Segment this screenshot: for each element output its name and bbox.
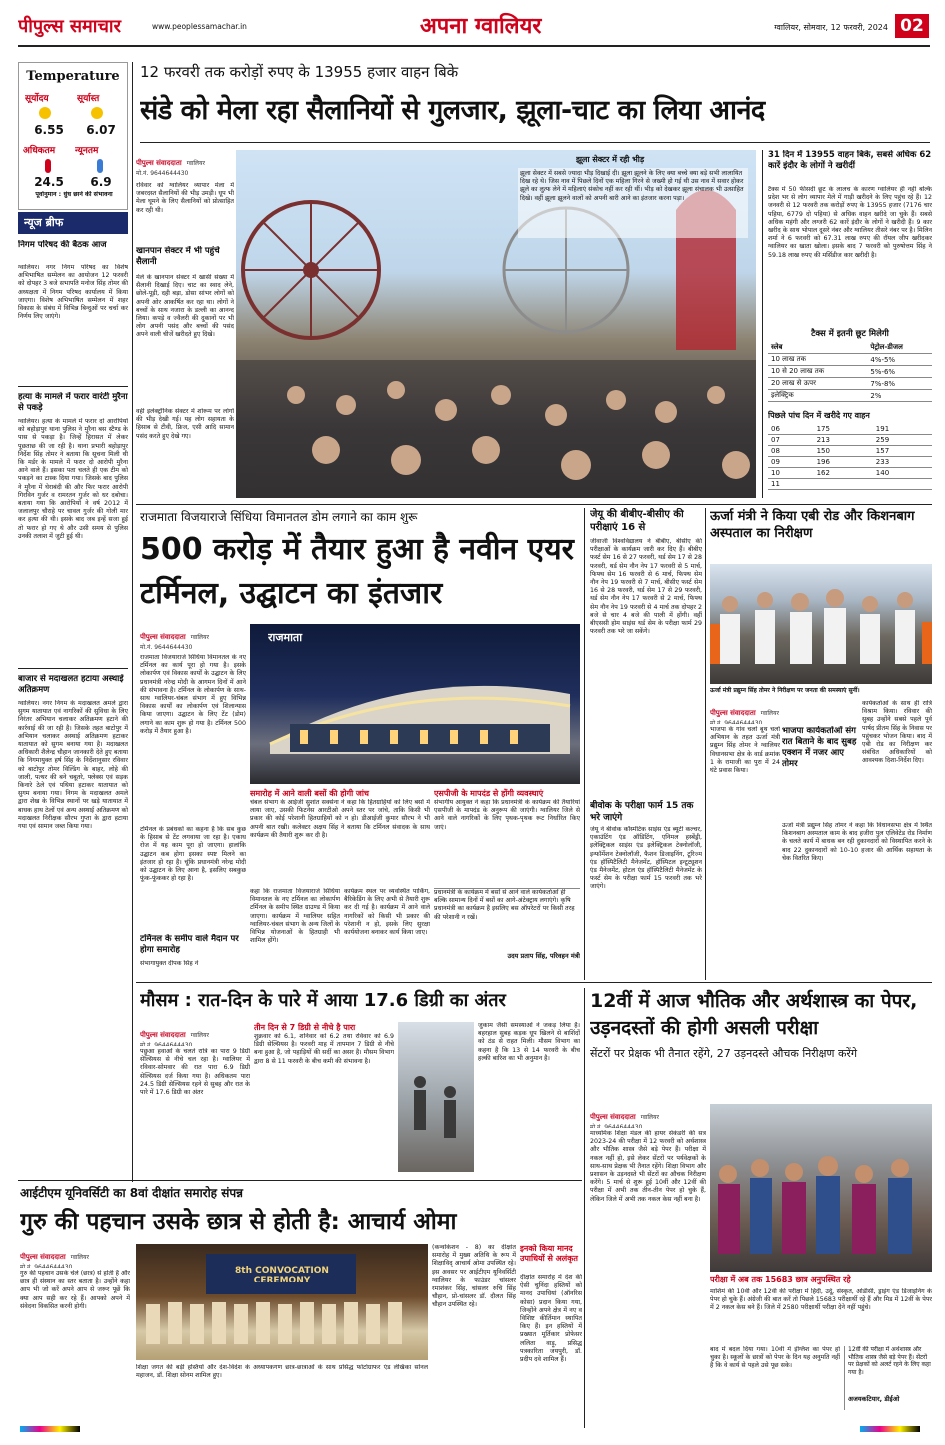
brief-head: हत्या के मामले में फरार वारंटी मुरैना से पकड़े — [18, 392, 128, 413]
table-cell: 5%-6% — [867, 366, 932, 378]
people-icon — [710, 564, 932, 684]
paper-name: पीपुल्स समाचार — [18, 16, 121, 37]
table-row — [768, 435, 932, 446]
airport-col3: कार्यक्रम स्थल पर व्यवस्थित पार्किंग, बैरिकेडिंग के लिए अभी से तैयारी शुरू कर दी गई है। कार्यक्रम में आने वाले नागरिकों को किसी भी प्रकार की परेशानी न हो, इसके लिए सुरक्षा कार्ययोजना बनाकर कार्य किया जाए। — [344, 888, 430, 937]
itm-photo — [136, 1244, 428, 1360]
airport-subhead-byline: संभागायुक्त दीपक सिंह ने — [140, 960, 199, 967]
table-cell: 150 — [814, 446, 873, 457]
table-row — [768, 354, 932, 366]
itm-col4: शिक्षा जगत की बड़ी हस्तियों और देश-विदेश के अध्यापकगण छात्र-छात्राओं के साथ प्रसिद्ध फोटोग्राफर एंड लेखिका सोनल महाजन, डॉ. शिक्षा सोनम शामिल हुए। — [136, 1364, 428, 1380]
lead-para-2: मेले के खानपान सेक्टर में खासी संख्या में सैलानी दिखाई दिए। चाट का स्वाद लेने, छोले-पूड़ी, दही बड़ा, डोसा सांभर लोगों को अपनी ओर आकर्षित कर रहा था। लोगों ने बच्चों के साथ नजारा के डल्ली का आनन्द लिया। कपड़े व ज्वैलरी की दुकानों पर भी लोग अपनी पसंद और बच्चों की पसंद अपने वाली चीजें खरीदते हुए दिखे। — [136, 274, 234, 339]
weather-box-title: तीन दिन से 7 डिग्री से नीचे है पारा — [254, 1023, 356, 1032]
terminal-sign: राजमाता — [268, 631, 303, 644]
vehicles-headline: 31 दिन में 13955 वाहन बिके, सबसे अधिक 62 कारें इंदौर के लोगों ने खरीदीं — [768, 150, 932, 171]
board-photo-title: परीक्षा में अब तक 15683 छात्र अनुपस्थित रहे — [710, 1275, 851, 1284]
byline: पीपुल्स संवाददाता — [710, 709, 756, 717]
bus-box — [250, 788, 430, 884]
byline: पीपुल्स संवाददाता — [590, 1113, 636, 1121]
convocation-banner: 8th CONVOCATION CEREMONY — [235, 1266, 329, 1282]
board-col2: बाद में बदल दिया गया। 10वीं में इंग्लिश का पेपर हो चुका है। स्कूलों के छात्रों को पेपर के दिन यह अनुमति नहीं है कि वे कार्य से पहले उसे पूछ सके। — [710, 1346, 840, 1370]
spg-body: संभागीय आयुक्त ने कहा कि प्रधानमंत्री के कार्यक्रम की तैयारियां एसपीजी के मापदंड के अनुरूप की जाएंगी। ग्वालियर जिले से आने वाले नागरिकों के लिए पृथक-पृथक रूट निर्धारित किए जाएं। — [434, 799, 580, 831]
airport-byline — [140, 624, 250, 650]
table-row — [768, 457, 932, 468]
lead-para-3: वहीं इलेक्ट्रॉनिक सेक्टर में शोरूम पर लोगों की भीड़ देखी गई। यह लोग सहायता के हिसाब से टीवी, फ्रिज, एसी आदि सामान पसंद करते हुए देखे गए। — [136, 408, 234, 440]
table-cell: 09 — [768, 457, 814, 468]
temperature-box — [18, 62, 128, 210]
brief-body: ग्वालियर। हत्या के मामले में फरार दो आरोपियों को बहोड़ापुर थाना पुलिस ने मुरैना बस स्टैण्ड के पास से पकड़ा है। जिन्हें हिरासत में लेकर पूछताछ की जा रही है। थाना प्रभारी बहोड़ापुर निर्देश सिंह तोमर ने बताया कि सूचना मिली थी कि मर्डर के मामले में फरार दो आरोपी मुरैना आने वाले हैं। इसका पता चलते ही एक टीम को पकड़ने का टास्क दिया गया। जिसके बाद पुलिस ने मुरैना में घेराबंदी की और फिर फरार आरोपी गिरविन गुर्जर व रामरतन गुर्जर को धर दबोचा। बताया गया कि आरोपियों ने वर्ष 2012 में जलालपुर चौराहे पर चावल गुर्जर की गोली मार कर हत्या की थी। इसके बाद जब इन्हें सजा हुई तो फरार हो गए थे और उसी समय से पुलिस उनकी तलाश में जुटी हुई थी। — [18, 418, 128, 540]
column-rule — [705, 508, 706, 980]
lead-para-1: रविवार को ग्वालियर व्यापार मेला में जबरदस्त सैलानियों की भीड़ उमड़ी। धूप भी मेला घूमने के लिए सैलानियों को प्रोत्साहित कर रही थी। — [136, 182, 234, 214]
lead-byline-block — [136, 150, 236, 178]
table-row — [768, 424, 932, 435]
exams-subhead: बीवोक के परीक्षा फार्म 15 तक भरे जाएंगे — [590, 801, 694, 823]
byline: पीपुल्स संवाददाता — [136, 159, 182, 167]
byline-city: ग्वालियर — [190, 634, 209, 641]
vehicles-body: टैक्स में 50 फीसदी छूट के लालच के कारण ग्वालियर ही नहीं बल्कि प्रदेश भर से लोग व्यापार मेले में गाड़ी खरीदने के लिए पहुंच रहे हैं। 12 जनवरी से 12 फरवरी तक करोड़ों रुपए के 13955 हजार (7176 चार पहिया, 6779 दो पहिया) से अधिक वाहन खरीदे जा चुके हैं। सबसे अधिक महंगी और लग्जरी 62 कारें इंदौर के लोगों ने खरीदी हैं। 9 कार खरीद के साथ भोपाल दूसरे नंबर और ग्वालियर तीसरे नंबर पर है। मिलिन शर्मा ने 6 फरवरी को 67.31 लाख रुपए की रॉयल जीप खरीदकर ग्वालियर का खाता खोला। इसके बाद 7 फरवरी को पुरुषोत्तम सिंह ने 59.18 लाख रुपए की मर्सिडीज कार खरीदी है। — [768, 186, 932, 259]
divider — [140, 142, 930, 143]
sales-table — [768, 424, 932, 490]
column-rule — [584, 508, 585, 980]
section-title: अपना ग्वालियर — [420, 14, 542, 39]
table-cell: 20 लाख से ऊपर — [768, 378, 867, 390]
airport-headline: 500 करोड़ में तैयार हुआ है नवीन एयर टर्मिनल, उद्घाटन का इंतजार — [140, 532, 574, 611]
table-cell: 196 — [814, 457, 873, 468]
itm-byline — [20, 1244, 130, 1268]
walkers-icon — [398, 1022, 474, 1172]
max-label: अधिकतम — [23, 146, 56, 155]
table-header: पेट्रोल-डीजल — [867, 342, 932, 354]
table-cell — [814, 479, 873, 490]
table-row — [768, 468, 932, 479]
exams-col — [590, 508, 702, 978]
divider — [18, 386, 128, 387]
table-cell: 157 — [873, 446, 932, 457]
brief-item-1 — [18, 240, 128, 382]
news-brief-header — [18, 212, 128, 234]
brief-body: ग्वालियर। नगर निगम के मदाखलत अमले द्वारा सुगम यातायात एवं नागरिकों की सुविधा के लिए निरंतर अभियान चलाकर अतिक्रमण हटाने की कार्रवाई की जा रही है। जिसके तहत बाटोपुर में अभियान चलाकर अस्थाई अतिक्रमण हटाकर यातायात को सुगम बनाया गया है। मदाखलत अधिकारी शैलेन्द्र चौहान जानकारी देते हुए बताया कि निगमायुक्त हर्ष सिंह के निर्देशानुसार रविवार को बाटोपुर तोमर विल्डिंग के बाहर, लोहे की जाली, पत्थर की बने चबूतरे, फ्लेक्स एवं सड़क किनारे ठेले एवं पथिया हटाकर यातायात को सुगम बनाया गया। निगम के मदाखलत अमले द्वारा शेख के विभिन्न स्थानों पर खड़े यातायात में बाधक हाथ ठेलों एवं अन्य अस्थाई अतिक्रमण को मदाखलत निरीक्षक सौरभ गुप्ता के द्वारा हटाया गया एवं सामान जब्त किया गया। — [18, 700, 128, 831]
table-cell: 162 — [814, 468, 873, 479]
itm-col3-block — [520, 1244, 582, 1410]
spg-title: एसपीजी के मापदंड से होंगी व्यवस्थाएं — [434, 789, 544, 798]
minister-photo-caption: ऊर्जा मंत्री प्रद्युम्न सिंह तोमर ने निरीक्षण पर जनता की समस्याएं सुनीं। — [710, 687, 860, 694]
pm-note — [434, 888, 580, 974]
sunrise-label: सूर्योदय — [25, 94, 49, 103]
column-rule — [132, 62, 133, 1182]
table-header: स्लेब — [768, 342, 867, 354]
itm-col3-body: दीक्षांत समारोह में देश की ऐसी चुनिंदा हस्तियों को मानद उपाधियां (ऑनरिस कोसा) प्रदान किया गया, जिन्होंने अपने क्षेत्र में नए व विशिष्ट कीर्तिमान स्थापित किए हैं। इन हस्तियों में प्रख्यात मूर्तिकार प्रोफेसर ललिता वाड़ू, प्रसिद्ध पत्रकारिता जयपुरी, डॉ. प्रदीप दवे शामिल हैं। — [520, 1274, 582, 1364]
table-cell: 259 — [873, 435, 932, 446]
itm-kicker: आईटीएम यूनिवर्सिटी का 8वां दीक्षांत समारोह संपन्न — [20, 1186, 244, 1200]
table-cell: 10 — [768, 468, 814, 479]
table-row — [768, 479, 932, 490]
website: www.peoplessamachar.in — [152, 22, 247, 31]
divider — [18, 1180, 582, 1181]
airport-kicker: राजमाता विजयाराजे सिंधिया विमानतल डोम लगाने का काम शुरू — [140, 510, 418, 524]
board-photo-body: माशिमं की 10वीं और 12वीं की परीक्षा में हिंदी, उर्दू, संस्कृत, ओडीसी, ड्राइंग एंड डिजाइनिंग के पेपर हो चुके हैं। अंग्रेजी की बात करें तो पिछले 15683 परीक्षार्थी रहे हैं और मिड में 12वीं के पेपर में 2 नकल केस बने हैं। जिले में 2580 परीक्षार्थी परीक्षा देने नहीं पहुंचे। — [710, 1288, 932, 1312]
weather-byline — [140, 1022, 250, 1046]
byline-city: ग्वालियर — [760, 710, 779, 717]
byline-city: ग्वालियर — [190, 1032, 209, 1039]
sun-icon — [39, 107, 51, 119]
column-rule — [762, 150, 763, 498]
bus-body: चंबल संभाग के आईजी सुशांत सक्सेना ने कहा कि हितग्राहियों को लिए बसों में लाया जाए, उसकी फिटनेस आरटीओ अपने स्तर पर जांचे, ताकि किसी भी प्रकार की कोई परेशानी हितग्राहियों को न हो। डीआईजी कुमार सौरभ ने भी अपनी बात रखी। कलेक्टर अक्षय सिंह ने बताया कि टर्मिनल संवादक के साथ कार्यक्रम की तैयारी शुरू कर दी है। — [250, 799, 430, 839]
min-value: 6.9 — [90, 175, 112, 189]
table-cell: 4%-5% — [867, 354, 932, 366]
lead-kicker: 12 फरवरी तक करोड़ों रुपए के 13955 हजार वाहन बिके — [140, 63, 459, 81]
minister-col2: कार्यकर्ताओं के साथ ही रात्रि विश्राम किया। रविवार की सुबह उन्होंने सबसे पहले पूर्व पार्षद प्रीतम सिंह के निवास पर पहुंचकर भोजन किया। बाद में एबी रोड का निरीक्षण कर संबंधित अधिकारियों को आवश्यक दिशा-निर्देश दिए। — [862, 700, 932, 765]
min-label: न्यूनतम — [75, 146, 99, 155]
brief-item-2 — [18, 392, 128, 664]
byline-mobile: मो.नं. 9644644430 — [590, 1124, 643, 1128]
table-cell: 191 — [873, 424, 932, 435]
vehicles-box — [768, 150, 932, 498]
table-cell: 08 — [768, 446, 814, 457]
temperature-title: Temperature — [26, 69, 120, 84]
sunrise-value: 6.55 — [34, 123, 64, 137]
table-cell: 175 — [814, 424, 873, 435]
weather-photo — [398, 1022, 474, 1172]
column-rule — [584, 988, 585, 1428]
table-cell: 06 — [768, 424, 814, 435]
bus-title: समारोह में आने वाली बसों की होगी जांच — [250, 789, 370, 798]
byline-city: ग्वालियर — [186, 160, 205, 167]
byline-mobile: मो.नं. 9644644430 — [20, 1264, 73, 1268]
minister-subhead: भाजपा कार्यकर्ताओं संग रात बिताने के बाद सुबह एक्शन में नजर आए तोमर — [782, 726, 857, 769]
weather-box — [254, 1022, 394, 1172]
airport-subhead: टर्मिनल के समीप वाले मैदान पर होगा समारोह — [140, 934, 239, 955]
minister-col1: भाजपा के गांव चलो बूथ चलो अभियान के तहत ऊर्जा मंत्री प्रद्युम्न सिंह तोमर ने ग्वालियर विधानसभा क्षेत्र के वार्ड क्रमांक 1 के रामाजी का पुरा में 24 घंटे प्रवास किया। — [710, 726, 780, 775]
itm-col3-head: इनको किया मानद उपाधियों से अलंकृत — [520, 1244, 578, 1263]
board-photo — [710, 1104, 932, 1272]
airport-col1b: टर्मिनल के प्रबंधकों का कहना है कि सब कुछ के हिसाब से टेंट लगवाया जा रहा है। एकाध रोज में यह काम पूरा हो जाएगा। हालांकि उद्घाटन कब होगा इसका स्पष्ट मिलने का इंतजार हो रहा है। चूंकि प्रधानमंत्री नरेन्द्र मोदी को उद्घाटन के लिए आना है, इसलिए सबकुछ फूंक-फूंककर हो रहा है। — [140, 826, 246, 883]
table-cell: 140 — [873, 468, 932, 479]
table-row — [768, 390, 932, 402]
thermometer-icon — [45, 159, 51, 173]
board-col1: माध्यमिक शिक्षा मंडल की हायर सेकंडरी की सत्र 2023-24 की परीक्षा में 12 फरवरी को अर्थशास्त्र और भौतिक शास्त्र जैसे बड़े पेपर हैं। परीक्षा में नकल नहीं हो, इसे लेकर सेंटरों पर पर्यवेक्षकों के साथ-साथ प्रेक्षक भी तैनात रहेंगे। शिक्षा विभाग और प्रशासन के उड़नदस्ते भी सेंटरों का औचक निरीक्षण करेंगे। 5 मार्च से शुरू हुई 10वीं और 12वीं की परीक्षा में अभी तक तीन-तीन पेपर हो चुके हैं, लेकिन जिले में अभी तक नकल केस नहीं बना है। — [590, 1130, 706, 1203]
tax-title: टैक्स में इतनी छूट मिलेगी — [811, 329, 889, 339]
table-cell: 07 — [768, 435, 814, 446]
table-row — [768, 446, 932, 457]
pm-note-by: उदय प्रताप सिंह, परिवहन मंत्री — [507, 952, 580, 960]
lead-col — [136, 182, 234, 502]
table-cell: 2% — [867, 390, 932, 402]
exams-headline: जेयू की बीबीए-बीसीए की परीक्षाएं 16 से — [590, 509, 684, 533]
stage-icon — [136, 1244, 428, 1360]
board-note-body: 12वीं की परीक्षा में अर्थशास्त्र और भौतिक शास्त्र जैसे बड़े पेपर हैं। सेंटरों पर प्रेक्षकों को अलर्ट रहने के लिए कहा गया है। — [848, 1346, 931, 1376]
photo-caption-title: झूला सेक्टर में रही भीड़ — [576, 155, 645, 164]
page-number: 02 — [895, 14, 929, 38]
table-row — [768, 366, 932, 378]
photo-caption: झूला सेक्टर में सबसे ज्यादा भीड़ दिखाई दी। झूला झूलने के लिए क्या बच्चे क्या बड़े सभी लालायित दिख रहे थे। जिस नाव में पिछले दिनों एक महिला गिरने से जख्मी हो गई थी उस नाव में सवार होकर झूले का लुत्फ लेने में महिलाएं संकोच नहीं कर रही थीं। भीड़ को देखकर झूला संचालक भी उत्साहित दिखे। वहीं झूला झूलने वालों को अपनी बारी आने का इंतजार करना पड़ा। — [518, 168, 748, 238]
lead-subhead: खानपान सेक्टर में भी पहुंचे सैलानी — [136, 246, 220, 267]
minister-headline: ऊर्जा मंत्री ने किया एबी रोड और किशनबाग अस्पताल का निरीक्षण — [710, 509, 915, 541]
masthead-rule — [18, 45, 930, 47]
airport-col2: कहा कि राजमाता विजयाराजे सिंधिया विमानतल के नए टर्मिनल का लोकार्पण टर्मिनल के समीप स्थित ग्राउण्ड में किया जाएगा। कार्यक्रम में ग्वालियर सहित ग्वालियर-चंबल संभाग के अन्य जिलों के विभिन्न योजनाओं के हितग्राही भी शामिल होंगे। — [250, 888, 340, 945]
pm-note-body: प्रधानमंत्री के कार्यक्रम में बसों से आने वाले कार्यकर्ताओं ही बल्कि सामान्य दिनों में बसों का आगे-अंटेक्ट्राय लगाएंगे। कृषि प्रधानमंत्री का कार्यक्रम है इसलिए बस ऑपरेटरों पर किसी तरह की परेशानी न रखें। — [434, 889, 575, 921]
itm-col2: (कन्वोकेशन - 8) का दीक्षांत समारोह में मुख्य अतिथि के रूप में शिक्षाविद् आचार्य ओमा उपस्थित रहे। इस अवसर पर आईटीएम यूनिवर्सिटी ग्वालियर के फाउंडर चांसलर रमाशंकर सिंह, चांसलर रुचि सिंह चौहान, प्रो-चांसलर डॉ. दौलत सिंह चौहान उपस्थित रहे। — [432, 1244, 516, 1309]
thermometer-icon — [97, 159, 103, 173]
sunset-value: 6.07 — [86, 123, 116, 137]
byline-mobile: मो.नं. 9644644430 — [140, 644, 193, 650]
news-brief-title: न्यूज ब्रीफ — [24, 216, 64, 229]
table-cell: 11 — [768, 479, 814, 490]
board-byline — [590, 1104, 700, 1128]
table-cell: 213 — [814, 435, 873, 446]
itm-col1: गुरु की पहचान उसके चेले (छात्र) से होती है और छात्र ही संस्थान का स्तर बताता है। उन्होंने कहा आप भी जो करें अपने आप से जरूर पूछें कि क्या आप सही कर रहे हैं। आपको अपने में संवेदना विकसित करनी होगी। — [20, 1270, 130, 1310]
exams-body: जीवाजी विश्वविद्यालय ने बीबीए, बीसीए की परीक्षाओं के कार्यक्रम जारी कर दिए हैं। बीबीए फर्स्ट सेम 16 से 27 फरवरी, थर्ड सेम 17 से 28 फरवरी, थर्ड सेम नौन नेप 17 फरवरी से 5 मार्च, फिफ्थ सेम 16 फरवरी से 6 मार्च, फिफ्थ सेम नौन नेप 19 फरवरी से 7 मार्च, बीसीए फर्स्ट सेम 16 से 28 फरवरी, थर्ड सेम 17 से 29 फरवरी, थर्ड सेम नौन नेप 17 फरवरी से 2 मार्च, फिफ्थ सेम नौन नेप 19 फरवरी से 4 मार्च तक दोपहर 2 बजे से चार 4 बजे की पाली में होंगी। वहीं बीएससी होम साइंस थर्ड सेम के परीक्षा फार्म 29 फरवरी तक भरे जा सकेंगे। — [590, 538, 702, 636]
table-cell: 10 से 20 लाख तक — [768, 366, 867, 378]
brief-head: निगम परिषद की बैठक आज — [18, 240, 107, 250]
board-note-by: अजयकटियार, डीईओ — [848, 1395, 900, 1403]
table-cell — [873, 479, 932, 490]
divider — [18, 668, 128, 669]
exams-sub-body: जेयू ने बीवोक कॉस्मेटिक साइंस एंड ब्यूटी कल्चर, एकाउंटिंग एंड ऑडिटिंग, एनिमल हस्बेंड्री, इलेक्ट्रिकल साइंस एंड इलेक्ट्रिकल टेक्नोलॉजी, इन्फॉर्मेशन टेक्नोलॉजी, फैशन डिजाइनिंग, टूरिज्म एंड हॉस्पिटैलिटी मैनेजमेंट, हॉस्पिटल इन्टूट्यूशन एंड मैनेजमेंट, होटल एंड हॉस्पिटैलिटी मैनेजमेंट के फर्स्ट सेम के परीक्षा फार्म 15 फरवरी तक भरे जाएंगे। — [590, 826, 702, 891]
tax-table — [768, 342, 932, 402]
table-cell: इलेक्ट्रिक — [768, 390, 867, 402]
airport-col1: राजमाता विजयाराजे सिंधिया विमानतल के नए टर्मिनल का कार्य पूरा हो गया है। इसके लोकार्पण एवं विकास कार्यों के उद्घाटन के लिए प्रधानमंत्री नरेन्द्र मोदी के आगमन दिनों में आने की संभावना है। टर्मिनल के लोकार्पण के साथ-साथ ग्वालियर-चंबल संभाग में हुए विभिन्न विकास कार्यों का लोकार्पण एवं शिलान्यास किया जाएगा। उद्घाटन के लिए टेंट (डोम) लगाने का काम शुरू हो गया है। टर्मिनल 500 करोड़ में तैयार हुआ है। — [140, 654, 246, 735]
weather-box-body: शुक्रवार को 6.1, शनिवार को 6.2 तथा रविवार को 6.9 डिग्री सेल्सियस है। फरवरी माह में तापमान 7 डिग्री से नीचे बना हुआ है, जो पहाड़ियों की सर्दी का असर है। मौसम विभाग द्वारा 8 से 11 फरवरी के बीच कमी की संभावना है। — [254, 1033, 394, 1065]
brief-head: बाजार से मदाखलत हटाया अस्थाई अतिक्रमण — [18, 674, 124, 695]
divider — [136, 982, 932, 983]
byline-city: ग्वालियर — [70, 1254, 89, 1261]
byline-mobile: मो.नं. 9644644430 — [136, 170, 189, 177]
spg-box — [434, 788, 580, 884]
table-cell: 233 — [873, 457, 932, 468]
table-cell: 10 लाख तक — [768, 354, 867, 366]
byline-city: ग्वालियर — [640, 1114, 659, 1121]
divider — [136, 504, 932, 505]
byline-mobile: मो.नं. 9644644430 — [140, 1042, 193, 1046]
itm-headline: गुरु की पहचान उसके छात्र से होती है: आचार्य ओमा — [20, 1209, 457, 1235]
minister-col3: ऊर्जा मंत्री प्रद्युम्न सिंह तोमर ने कहा कि विधानसभा क्षेत्र में स्थित किशनबाग अस्पताल काम के बाद हजीरा पुल एलिवेटेड रोड निर्माण के चलते कार्य में बाधक बन रही दुकानदारों को विस्थापित करने के बाद 22 दुकानदारों को 10-10 हजार की आर्थिक सहायता के चेक वितरित किए। — [782, 822, 932, 862]
brief-body: ग्वालियर। नगर निगम परिषद का विशेष अभिभाषित सम्मेलन का आयोजन 12 फरवरी को दोपहर 3 बजे सभापति मनोज सिंह तोमर की अध्यक्षता में निगम परिषद कार्यालय में किया जाएगा। विशेष अभिभाषित सम्मेलन में शहर विकास के संबंध में विभिन्न बिन्दुओं पर चर्चा कर निर्णय लिए जाएंगे। — [18, 264, 128, 321]
fair-photo — [236, 150, 756, 498]
dateline: ग्वालियर, सोमवार, 12 फरवरी, 2024 — [774, 23, 888, 32]
sun-icon — [91, 107, 103, 119]
table-cell: 7%-8% — [867, 378, 932, 390]
registration-bar — [0, 1424, 945, 1434]
sunset-label: सूर्यास्त — [77, 94, 100, 103]
reg-swatch — [20, 1426, 80, 1432]
reg-swatch — [860, 1426, 920, 1432]
byline: पीपुल्स संवाददाता — [140, 1031, 186, 1039]
board-kicker: सेंटरों पर प्रेक्षक भी तैनात रहेंगे, 27 उड़नदस्ते औचक निरीक्षण करेंगे — [590, 1047, 858, 1060]
weather-col1: पछुआ हवाओं के चलते रात्रि का पारा 9 डिग्री सेल्सियस से नीचे चल रहा है। ग्वालियर में रविवार-सोमवार की रात पारा 6.9 डिग्री सेल्सियस दर्ज किया गया है। अधिकतम पारा 24.5 डिग्री सेल्सियस रहने से सुबह और रात के पारे में 17.6 डिग्री का अंतर — [140, 1048, 250, 1097]
brief-item-3 — [18, 674, 128, 1174]
byline: पीपुल्स संवाददाता — [20, 1253, 66, 1261]
terminal-icon — [250, 624, 580, 784]
masthead — [0, 0, 945, 46]
weather-headline: मौसम : रात-दिन के पारे में आया 17.6 डिग्री का अंतर — [140, 990, 506, 1011]
board-note — [844, 1346, 932, 1410]
lead-headline: संडे को मेला रहा सैलानियों से गुलजार, झूला-चाट का लिया आनंद — [140, 95, 765, 126]
byline-mobile: मो.नं. 9644644430 — [710, 720, 763, 724]
minister-byline — [710, 700, 820, 724]
max-value: 24.5 — [34, 175, 64, 189]
sales-title: पिछले पांच दिन में खरीदे गए वाहन — [768, 411, 870, 420]
byline: पीपुल्स संवाददाता — [140, 633, 186, 641]
weather-col3: जुकाम जैसी समस्याओं ने जकड़ लिया है। बहरहाल सुबह कड़क धूप खिलने से बाशिंदों को ठंड से राहत मिली। मौसम विभाग का कहना है कि 13 से 14 फरवरी के बीच हल्की बारिश का भी अनुमान है। — [478, 1022, 580, 1062]
airport-photo — [250, 624, 580, 784]
minister-photo — [710, 564, 932, 684]
students-icon — [710, 1104, 932, 1272]
forecast: पूर्वानुमान : धुंध छाने की संभावना — [35, 191, 113, 198]
table-row — [768, 378, 932, 390]
board-headline: 12वीं में आज भौतिक और अर्थशास्त्र का पेपर, उड़नदस्तों की होगी असली परीक्षा — [590, 990, 918, 1039]
